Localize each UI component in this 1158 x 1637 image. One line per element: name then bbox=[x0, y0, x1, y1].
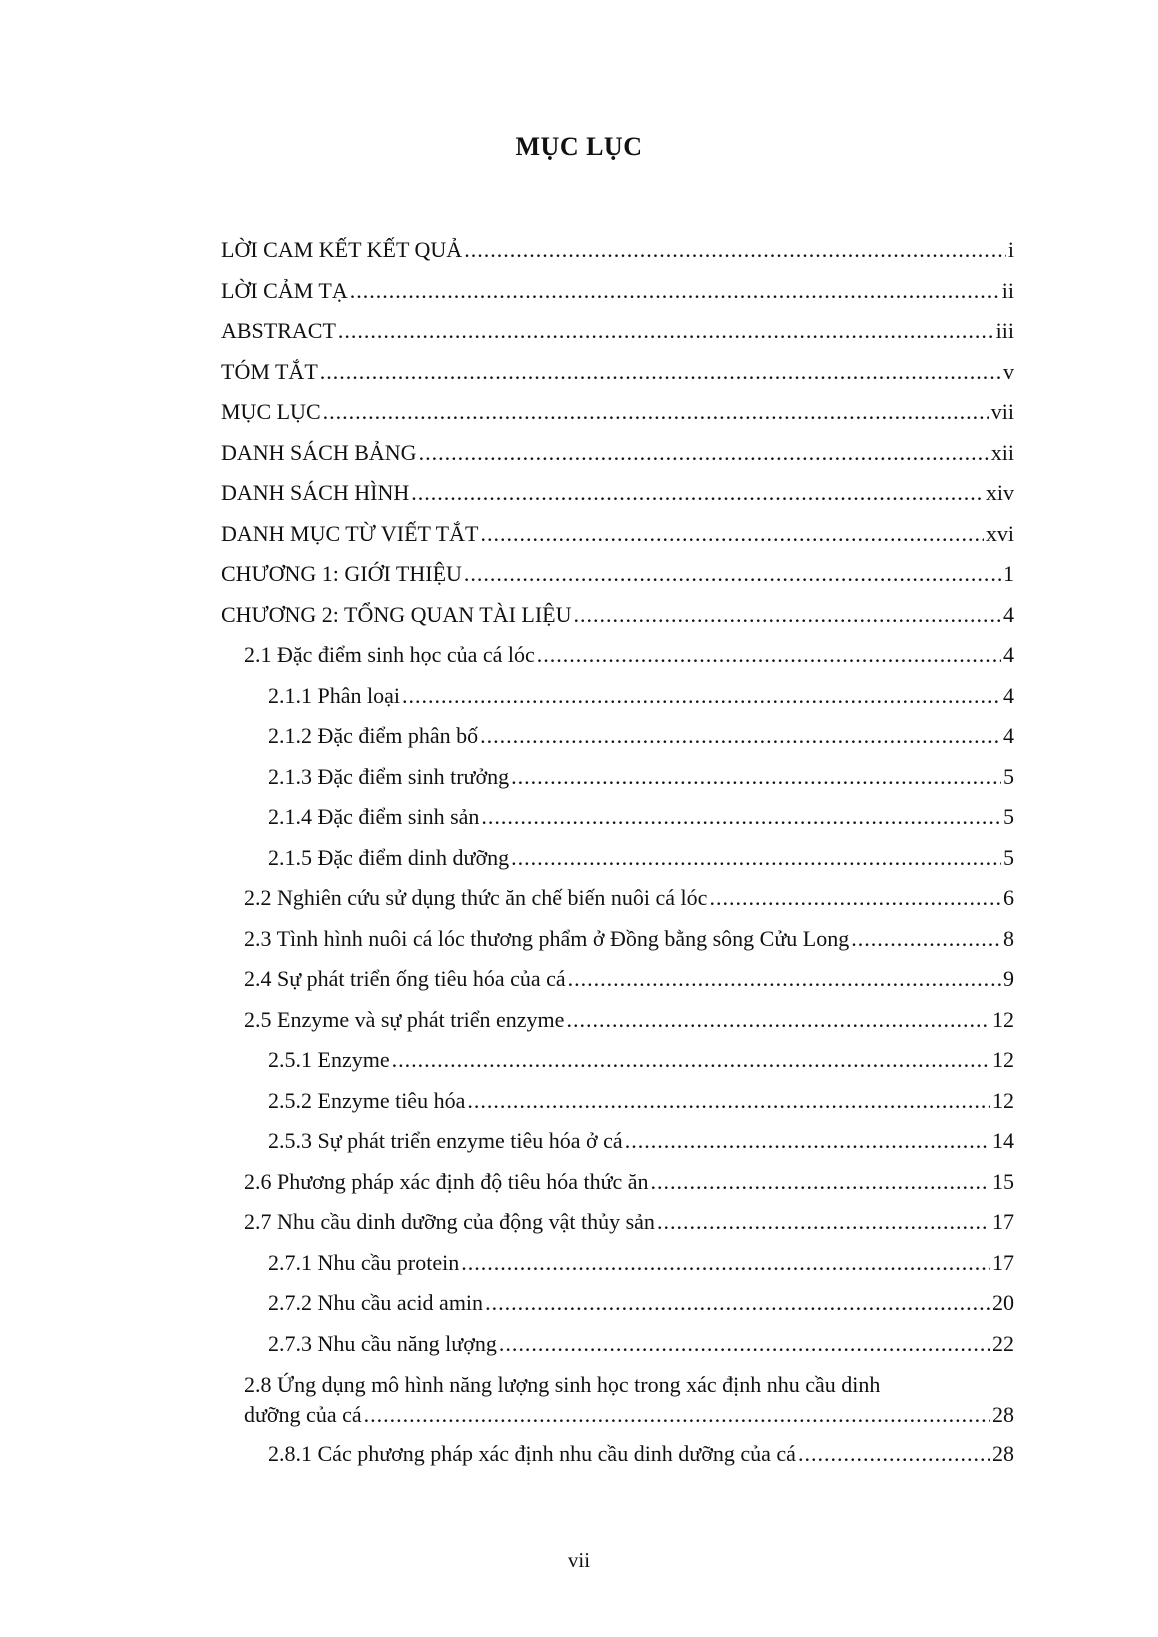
toc-entry[interactable] bbox=[221, 1162, 1014, 1203]
toc-entry-title: 2.8 Ứng dụng mô hình năng lượng sinh học trong xác định nhu cầu dinh bbox=[244, 1372, 881, 1397]
toc-entry-title: 2.3 Tình hình nuôi cá lóc thương phẩm ở Đồng bằng sông Cửu Long bbox=[244, 925, 850, 951]
toc-entry-title: 2.1.5 Đặc điểm dinh dưỡng bbox=[268, 844, 510, 870]
toc-entry[interactable] bbox=[221, 676, 1014, 717]
dot-leader bbox=[798, 1434, 990, 1475]
toc-entry-title: LỜI CẢM TẠ bbox=[221, 277, 348, 303]
toc-entry-page: 22 bbox=[992, 1330, 1014, 1356]
dot-leader bbox=[480, 716, 1001, 757]
dot-leader bbox=[480, 514, 983, 555]
dot-leader bbox=[392, 1040, 990, 1081]
toc-entry[interactable] bbox=[221, 1202, 1014, 1243]
dot-leader bbox=[464, 554, 1001, 595]
toc-entry-title: 2.5.2 Enzyme tiêu hóa bbox=[268, 1087, 466, 1113]
toc-entry-title: MỤC LỤC bbox=[221, 399, 321, 424]
toc-entry-page: 4 bbox=[1003, 642, 1014, 667]
dot-leader bbox=[481, 797, 1001, 838]
toc-entry-title: 2.1.2 Đặc điểm phân bố bbox=[268, 723, 479, 748]
toc-entry[interactable] bbox=[221, 595, 1014, 636]
toc-entry-page: 12 bbox=[992, 1087, 1014, 1113]
dot-leader bbox=[537, 635, 1001, 676]
toc-entry-title: 2.7.2 Nhu cầu acid amin bbox=[268, 1290, 484, 1315]
toc-entry[interactable] bbox=[221, 757, 1014, 798]
toc-entry-title: CHƯƠNG 1: GIỚI THIỆU bbox=[221, 561, 462, 586]
table-of-contents bbox=[221, 230, 1014, 1475]
toc-entry[interactable] bbox=[221, 514, 1014, 555]
toc-entry[interactable] bbox=[221, 554, 1014, 595]
toc-entry-title: 2.5.3 Sự phát triển enzyme tiêu hóa ở cá bbox=[268, 1128, 623, 1153]
toc-entry-page: ii bbox=[1001, 277, 1014, 303]
toc-entry-title: 2.4 Sự phát triển ống tiêu hóa của cá bbox=[244, 966, 566, 991]
page-number: vii bbox=[567, 1548, 591, 1572]
toc-entry[interactable] bbox=[221, 1283, 1014, 1324]
toc-entry-title-cont: dưỡng của cá bbox=[244, 1402, 362, 1427]
dot-leader bbox=[574, 595, 1001, 636]
toc-entry[interactable] bbox=[221, 392, 1014, 433]
toc-entry[interactable] bbox=[221, 716, 1014, 757]
toc-entry[interactable] bbox=[221, 311, 1014, 352]
toc-entry-title: CHƯƠNG 2: TỔNG QUAN TÀI LIỆU bbox=[221, 601, 572, 627]
toc-entry-page: 4 bbox=[1003, 601, 1014, 627]
toc-entry-title: ABSTRACT bbox=[221, 318, 336, 343]
toc-entry-title: 2.1.3 Đặc điểm sinh trưởng bbox=[268, 763, 510, 789]
dot-leader bbox=[364, 1400, 990, 1430]
toc-entry-page: 15 bbox=[992, 1168, 1014, 1194]
toc-entry[interactable] bbox=[221, 1081, 1014, 1122]
toc-entry-title: LỜI CAM KẾT KẾT QUẢ bbox=[221, 237, 463, 262]
dot-leader bbox=[568, 959, 1001, 1000]
page-title: MỤC LỤC bbox=[515, 132, 643, 161]
toc-entry[interactable] bbox=[221, 959, 1014, 1000]
toc-entry-page: xii bbox=[990, 439, 1014, 465]
dot-leader bbox=[651, 1162, 990, 1203]
toc-entry-title: 2.7 Nhu cầu dinh dưỡng của động vật thủy sản bbox=[244, 1209, 655, 1234]
toc-entry[interactable] bbox=[221, 797, 1014, 838]
toc-entry[interactable] bbox=[221, 838, 1014, 879]
toc-entry-page: xiv bbox=[985, 480, 1014, 505]
toc-entry-page: 4 bbox=[1003, 682, 1014, 708]
toc-entry-title: 2.7.1 Nhu cầu protein bbox=[268, 1249, 460, 1275]
toc-entry-title: DANH MỤC TỪ VIẾT TẮT bbox=[221, 520, 479, 546]
toc-entry[interactable] bbox=[221, 1000, 1014, 1041]
toc-entry[interactable] bbox=[221, 919, 1014, 960]
dot-leader bbox=[625, 1121, 990, 1162]
toc-entry-page: 5 bbox=[1003, 804, 1014, 829]
dot-leader bbox=[485, 1283, 990, 1324]
toc-entry-page: 28 bbox=[992, 1441, 1014, 1466]
dot-leader bbox=[511, 838, 1001, 879]
toc-entry-page: i bbox=[1007, 237, 1014, 262]
dot-leader bbox=[461, 1243, 990, 1284]
toc-entry-title: 2.1 Đặc điểm sinh học của cá lóc bbox=[244, 642, 535, 667]
toc-entry-title: 2.1.4 Đặc điểm sinh sản bbox=[268, 804, 480, 829]
toc-entry-page: 12 bbox=[992, 1047, 1014, 1072]
dot-leader bbox=[323, 392, 989, 433]
toc-entry-page: 8 bbox=[1003, 925, 1014, 951]
toc-entry[interactable] bbox=[221, 1243, 1014, 1284]
toc-entry[interactable] bbox=[221, 635, 1014, 676]
toc-entry-2-8-1[interactable] bbox=[221, 1434, 1014, 1475]
dot-leader bbox=[419, 433, 989, 474]
toc-entry-page: vii bbox=[990, 399, 1014, 424]
dot-leader bbox=[709, 878, 1001, 919]
toc-entry[interactable] bbox=[221, 352, 1014, 393]
dot-leader bbox=[851, 919, 1001, 960]
toc-entry-page: v bbox=[1003, 358, 1014, 384]
toc-entry-page: 14 bbox=[992, 1128, 1014, 1153]
dot-leader bbox=[320, 352, 1001, 393]
toc-entry[interactable] bbox=[221, 473, 1014, 514]
toc-entry-title: 2.6 Phương pháp xác định độ tiêu hóa thức ăn bbox=[244, 1168, 649, 1194]
toc-entry-page: 20 bbox=[992, 1290, 1014, 1315]
dot-leader bbox=[402, 676, 1001, 717]
toc-entry-page: 17 bbox=[992, 1249, 1014, 1275]
toc-entry-title: 2.1.1 Phân loại bbox=[268, 682, 400, 708]
toc-entry[interactable] bbox=[221, 1324, 1014, 1365]
dot-leader bbox=[350, 271, 1000, 312]
toc-entry-title: 2.7.3 Nhu cầu năng lượng bbox=[268, 1330, 497, 1356]
toc-entry-page: xvi bbox=[985, 520, 1014, 546]
toc-entry-title: DANH SÁCH BẢNG bbox=[221, 439, 417, 465]
toc-entry[interactable] bbox=[221, 433, 1014, 474]
dot-leader bbox=[511, 757, 1001, 798]
toc-entry-page: 12 bbox=[992, 1006, 1014, 1032]
dot-leader bbox=[338, 311, 994, 352]
toc-entry-page: 5 bbox=[1003, 763, 1014, 789]
toc-entry[interactable] bbox=[221, 230, 1014, 271]
dot-leader bbox=[411, 473, 984, 514]
dot-leader bbox=[657, 1202, 990, 1243]
toc-entry[interactable] bbox=[221, 878, 1014, 919]
toc-entry[interactable] bbox=[221, 1040, 1014, 1081]
toc-entry-title: 2.8.1 Các phương pháp xác định nhu cầu dinh dưỡng của cá bbox=[268, 1441, 796, 1466]
toc-entry-title: 2.5.1 Enzyme bbox=[268, 1047, 390, 1072]
toc-entry-page: 1 bbox=[1003, 561, 1014, 586]
toc-entry-title: TÓM TẮT bbox=[221, 358, 318, 384]
dot-leader bbox=[467, 1081, 990, 1122]
toc-entry[interactable] bbox=[221, 1121, 1014, 1162]
toc-entry-title: 2.5 Enzyme và sự phát triển enzyme bbox=[244, 1006, 565, 1032]
toc-entry-page: 9 bbox=[1003, 966, 1014, 991]
toc-entry-page: iii bbox=[995, 318, 1014, 343]
toc-entry[interactable] bbox=[221, 271, 1014, 312]
toc-entry-page: 17 bbox=[992, 1209, 1014, 1234]
toc-entry-title: DANH SÁCH HÌNH bbox=[221, 480, 410, 505]
toc-entry-page: 5 bbox=[1003, 844, 1014, 870]
toc-entry-title: 2.2 Nghiên cứu sử dụng thức ăn chế biến nuôi cá lóc bbox=[244, 885, 708, 910]
toc-entry-page: 28 bbox=[992, 1402, 1014, 1427]
toc-list bbox=[221, 230, 1014, 1364]
dot-leader bbox=[566, 1000, 990, 1041]
toc-entry-page: 4 bbox=[1003, 723, 1014, 748]
toc-entry-page: 6 bbox=[1003, 885, 1014, 910]
dot-leader bbox=[464, 230, 1006, 271]
dot-leader bbox=[499, 1324, 990, 1365]
toc-entry-2-8[interactable] bbox=[221, 1364, 1014, 1434]
